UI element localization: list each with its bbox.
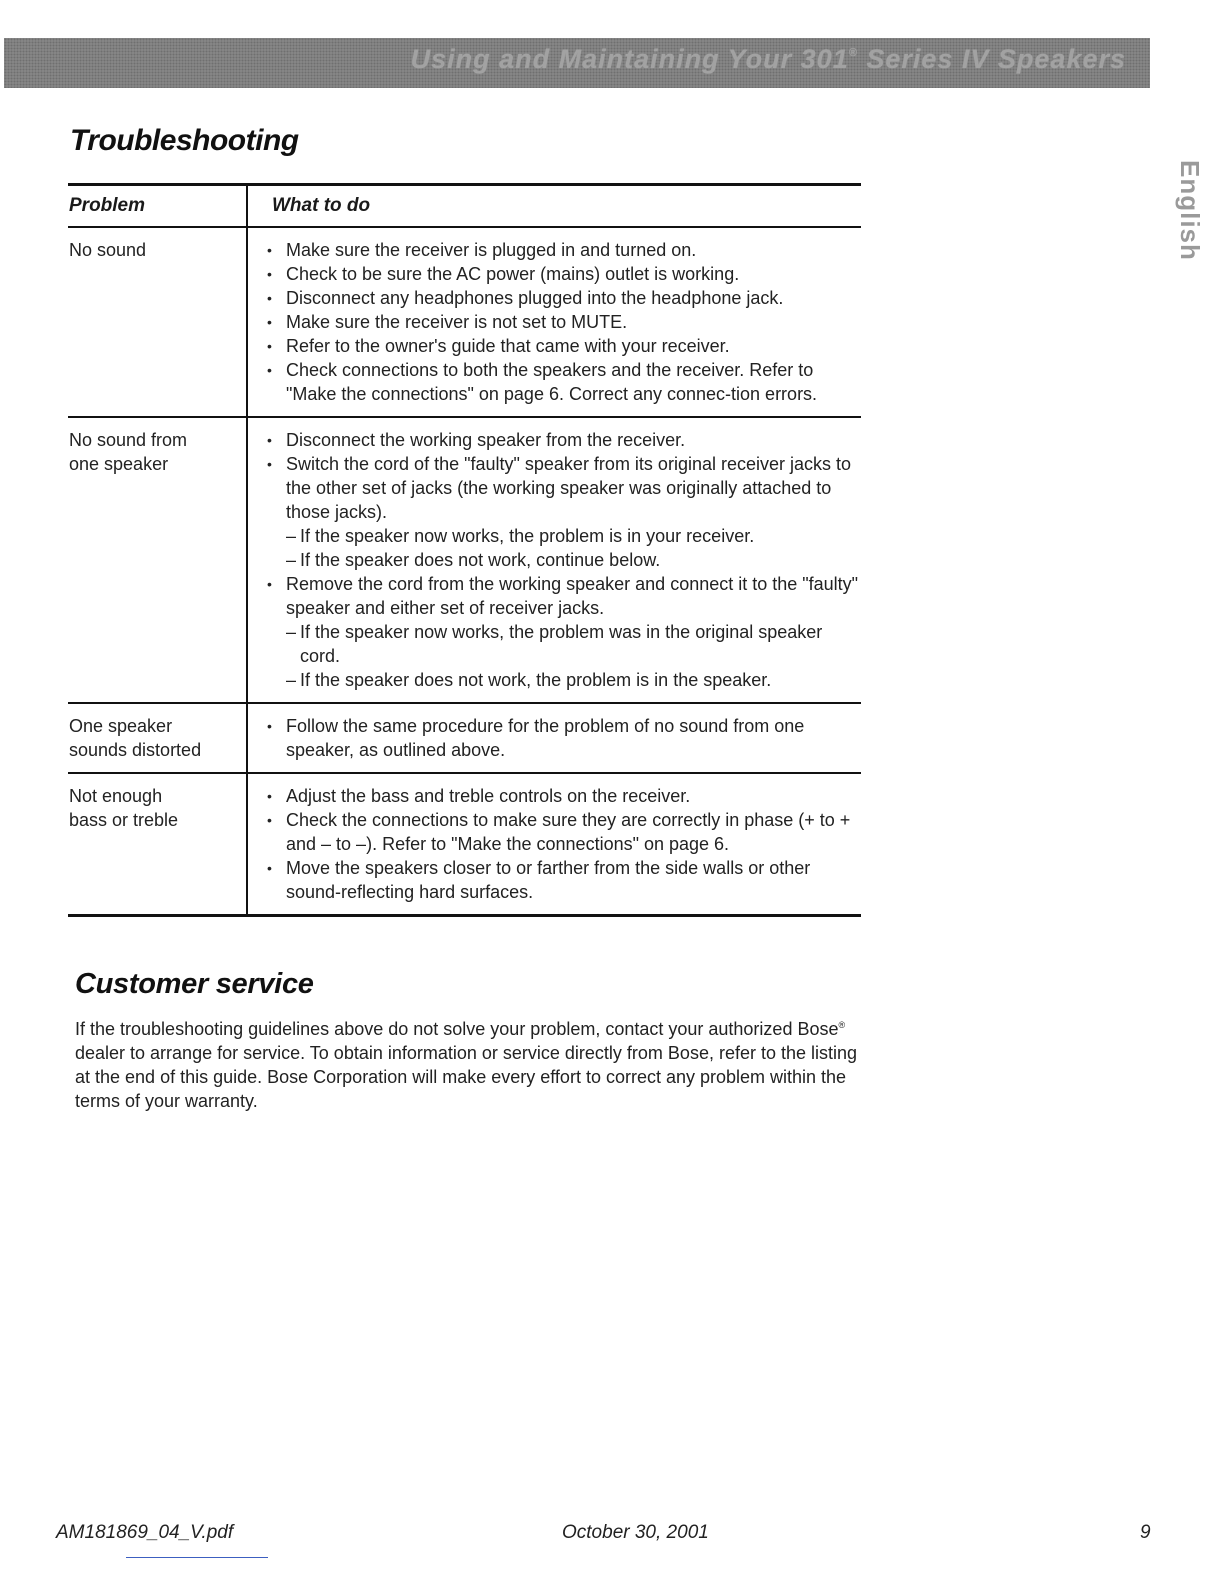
step-item: • Adjust the bass and treble controls on the receiver. xyxy=(266,784,861,808)
solution-cell xyxy=(246,774,861,914)
solution-list xyxy=(266,714,861,762)
footer-rule xyxy=(126,1557,268,1558)
table-row xyxy=(68,702,861,772)
step-item: • Refer to the owner's guide that came with your receiver. xyxy=(266,334,861,358)
sub-step-item: – If the speaker now works, the problem is in your receiver. xyxy=(266,524,861,548)
sub-step-item: – If the speaker does not work, the problem is in the speaker. xyxy=(266,668,861,692)
step-item: • Remove the cord from the working speaker and connect it to the "faulty" speaker and either set of receiver jacks. xyxy=(266,572,861,620)
step-item: • Check connections to both the speakers and the receiver. Refer to "Make the connections" on page 6. Correct any connec-tion errors. xyxy=(266,358,861,406)
problem-cell: No sound xyxy=(69,240,147,260)
step-item: • Make sure the receiver is plugged in and turned on. xyxy=(266,238,861,262)
solution-list xyxy=(266,428,861,692)
footer-filename: AM181869_04_V.pdf xyxy=(56,1522,234,1543)
column-header-what-to-do: What to do xyxy=(246,186,861,226)
sub-step-item: – If the speaker does not work, continue below. xyxy=(266,548,861,572)
solution-list xyxy=(266,784,861,904)
step-item: • Switch the cord of the "faulty" speaker from its original receiver jacks to the other set of jacks (the working speaker was originally attached to those jacks). xyxy=(266,452,861,524)
header-band xyxy=(4,38,1150,88)
solution-cell xyxy=(246,704,861,772)
step-item: • Move the speakers closer to or farther from the side walls or other sound-reflecting hard surfaces. xyxy=(266,856,861,904)
table-row xyxy=(68,772,861,914)
table-body xyxy=(68,228,861,914)
footer-date: October 30, 2001 xyxy=(562,1522,709,1543)
column-header-problem: Problem xyxy=(69,195,146,216)
problem-cell: No sound from one speaker xyxy=(69,430,188,474)
step-item: • Check the connections to make sure they are correctly in phase (+ to + and – to –). Refer to "Make the connections" on page 6. xyxy=(266,808,861,856)
customer-service-paragraph: If the troubleshooting guidelines above do not solve your problem, contact your authorized Bose® dealer to arrange for service. To obtain information or service directly from Bose, refer to the listing at the end of this guide. Bose Corporation will make every effort to correct any problem within the terms of your warranty. xyxy=(75,1019,858,1111)
solution-cell xyxy=(246,418,861,702)
troubleshooting-table xyxy=(68,183,861,917)
sub-step-item: – If the speaker now works, the problem was in the original speaker cord. xyxy=(266,620,861,668)
language-tab-label: English xyxy=(1175,160,1205,261)
footer-page-number: 9 xyxy=(1140,1522,1151,1543)
step-item: • Disconnect the working speaker from the receiver. xyxy=(266,428,861,452)
step-item: • Disconnect any headphones plugged into the headphone jack. xyxy=(266,286,861,310)
solution-list xyxy=(266,238,861,406)
step-item: • Follow the same procedure for the problem of no sound from one speaker, as outlined above. xyxy=(266,714,861,762)
step-item: • Check to be sure the AC power (mains) outlet is working. xyxy=(266,262,861,286)
header-title: Using and Maintaining Your 301® Series IV Speakers xyxy=(410,44,1126,74)
problem-cell: Not enough bass or treble xyxy=(69,786,179,830)
customer-service-title: Customer service xyxy=(75,968,314,1000)
step-item: • Make sure the receiver is not set to MUTE. xyxy=(266,310,861,334)
problem-cell: One speaker sounds distorted xyxy=(69,716,202,760)
troubleshooting-title: Troubleshooting xyxy=(70,124,299,157)
table-header-row xyxy=(68,186,861,228)
solution-cell xyxy=(246,228,861,416)
table-row xyxy=(68,416,861,702)
table-row xyxy=(68,228,861,416)
